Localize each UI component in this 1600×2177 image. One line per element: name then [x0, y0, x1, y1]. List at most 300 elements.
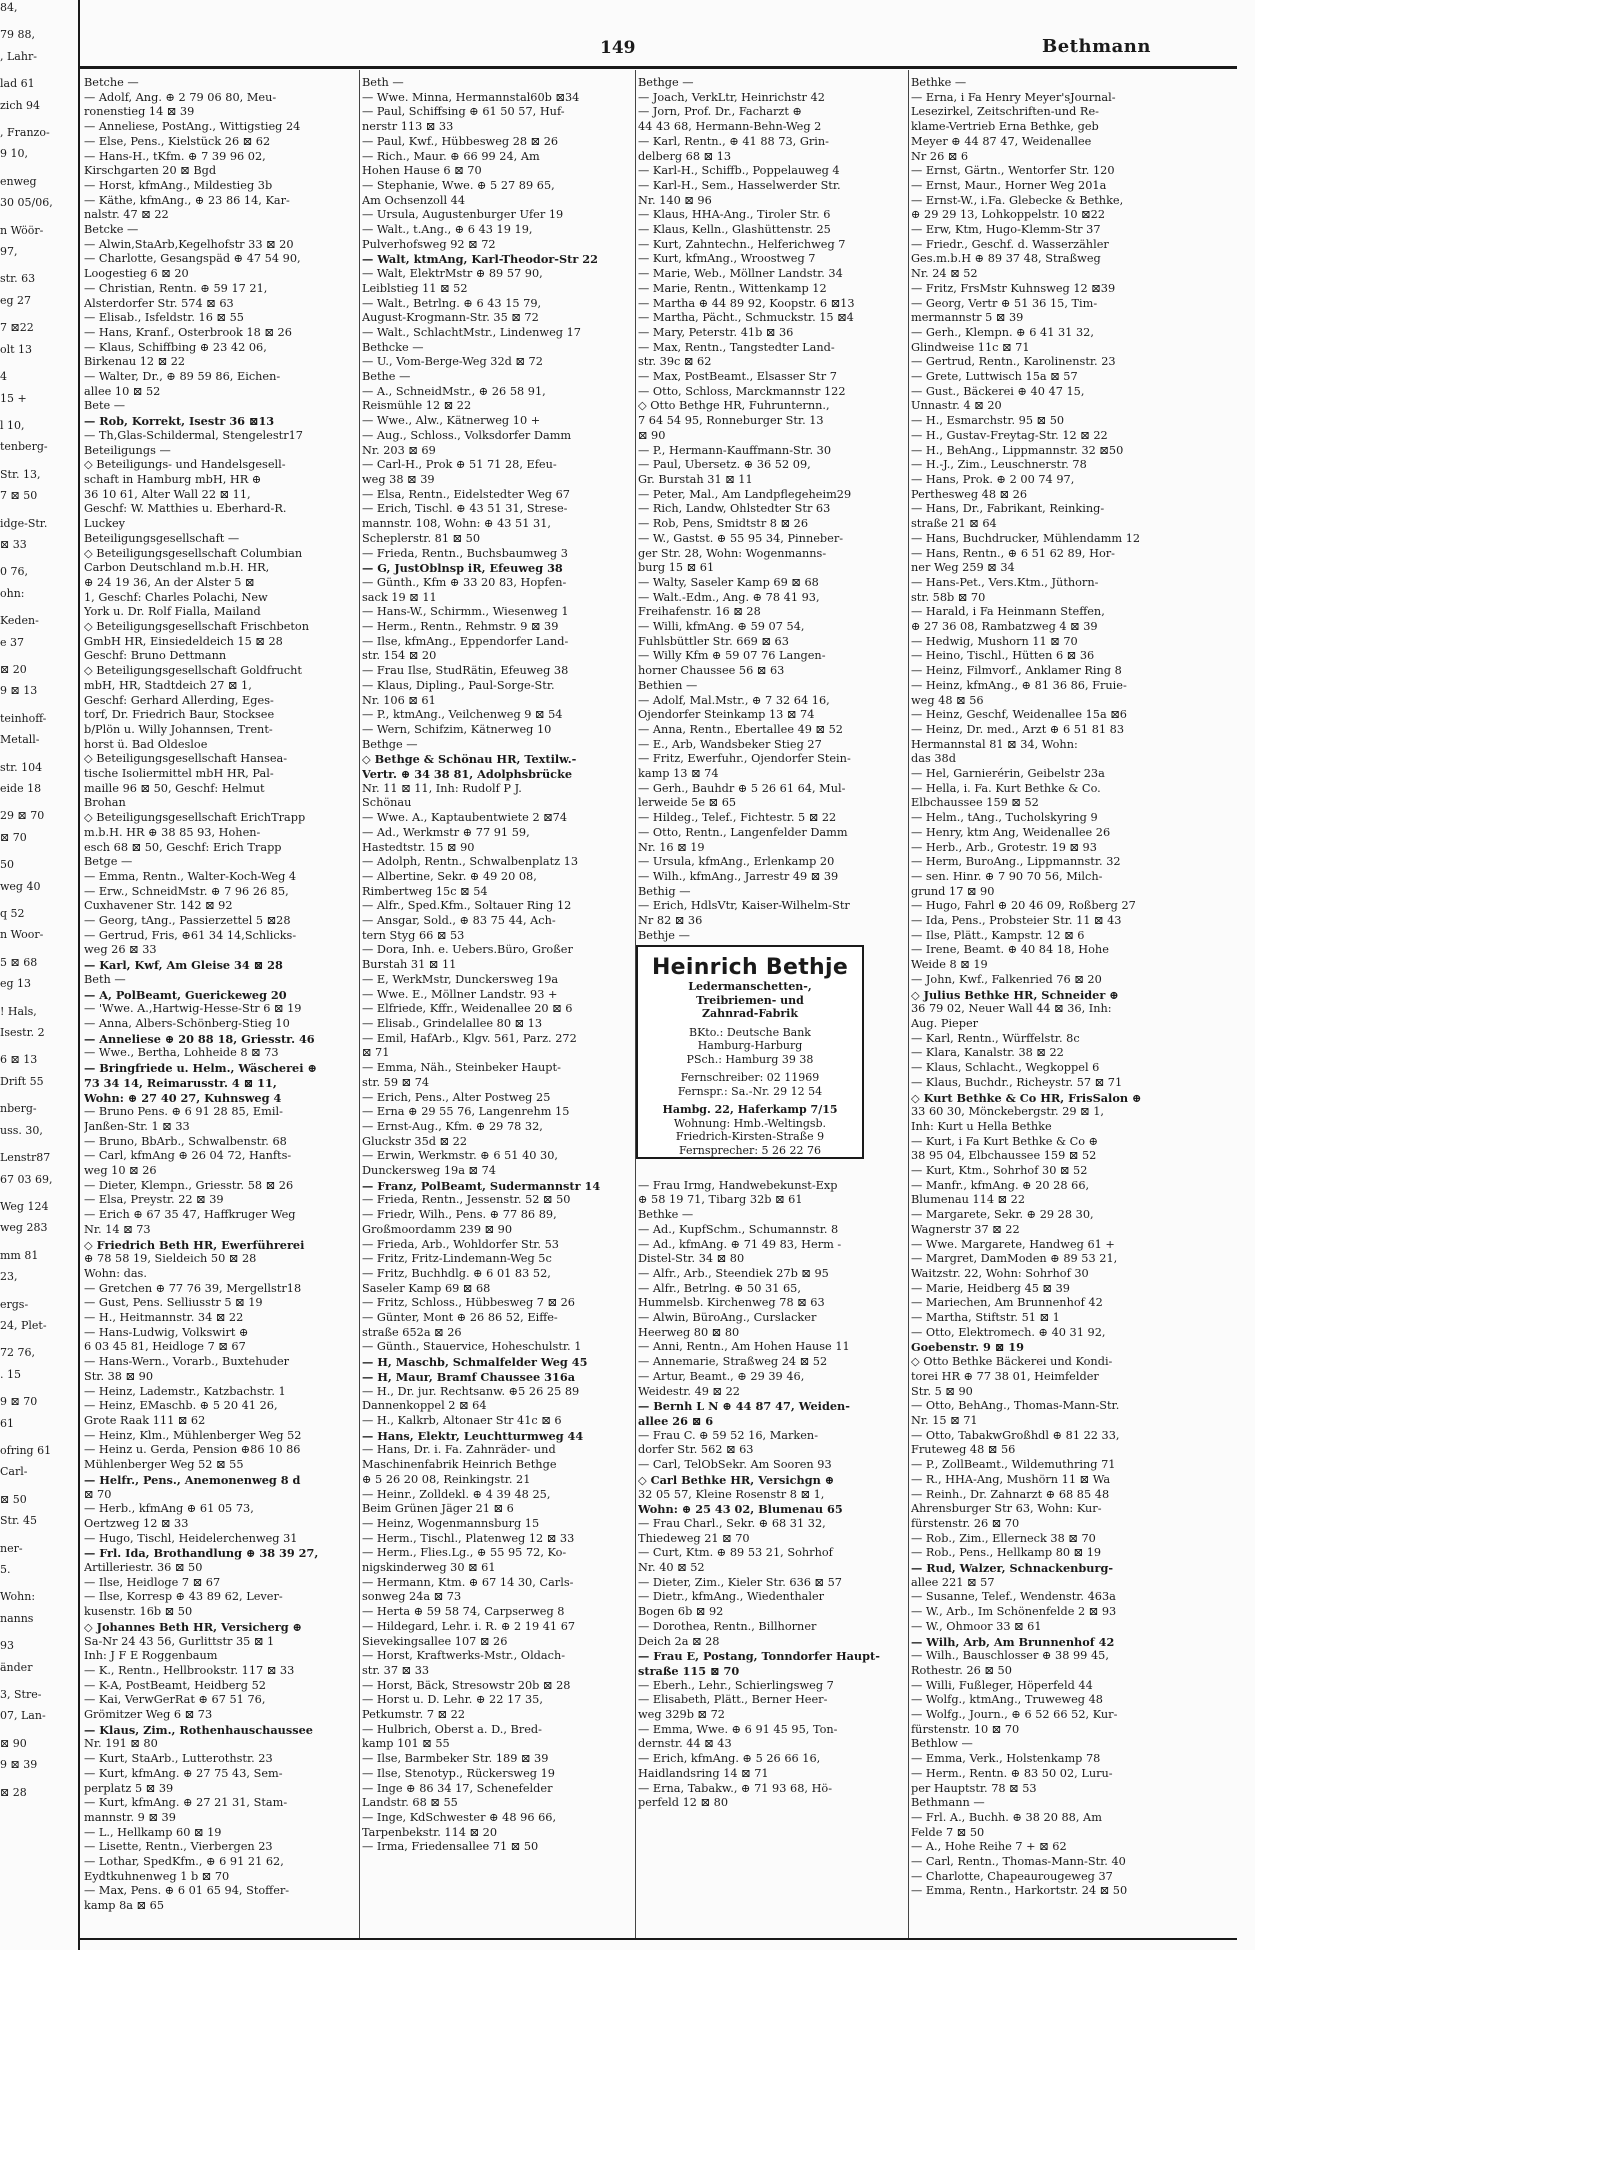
directory-entry: — Lothar, SpedKfm., ⊕ 6 91 21 62, [84, 1855, 284, 1869]
directory-entry: Hastedtstr. 15 ⊠ 90 [362, 840, 475, 854]
directory-entry: — Anni, Rentn., Am Hohen Hause 11 [638, 1340, 850, 1354]
directory-entry: Geschf: Bruno Dettmann [84, 649, 227, 663]
directory-entry: — Herm., Rentn. ⊕ 83 50 02, Luru- [911, 1766, 1113, 1780]
bleed-fragment: n Woor- [0, 928, 44, 942]
bleed-fragment: zich 94 [0, 98, 41, 112]
directory-entry: — Herm., Rentn., Rehmstr. 9 ⊠ 39 [362, 620, 559, 634]
directory-entry: Lesezirkel, Zeitschriften-und Re- [911, 105, 1099, 119]
directory-entry: — Herb., kfmAng ⊕ 61 05 73, [84, 1502, 254, 1516]
surname-heading: Bethcke — [362, 340, 424, 354]
directory-entry: — Erich ⊕ 67 35 47, Haffkruger Weg [84, 1208, 296, 1222]
bleed-fragment: Weg 124 [0, 1199, 49, 1213]
page-edge-rule [78, 0, 80, 1950]
directory-entry: ronenstieg 14 ⊠ 39 [84, 105, 195, 119]
directory-entry: — Frau E, Postang, Tonndorfer Haupt- [638, 1649, 880, 1664]
directory-entry: ger Str. 28, Wohn: Wogenmanns- [638, 546, 827, 560]
directory-entry: — Gerh., Bauhdr ⊕ 5 26 61 64, Mul- [638, 781, 846, 795]
directory-entry: ⊠ 70 [84, 1487, 112, 1501]
directory-entry: — Erna, Tabakw., ⊕ 71 93 68, Hö- [638, 1781, 833, 1795]
directory-entry: — Dieter, Klempn., Griesstr. 58 ⊠ 26 [84, 1178, 294, 1192]
directory-entry: — Rob, Pens, Smidtstr 8 ⊠ 26 [638, 517, 809, 531]
directory-entry: — John, Kwf., Falkenried 76 ⊠ 20 [911, 972, 1102, 986]
directory-entry: — Wwe., Alw., Kätnerweg 10 + [362, 414, 541, 428]
column-3 [638, 76, 910, 1811]
directory-entry: ◇ Kurt Bethke & Co HR, FrisSalon ⊕ [911, 1090, 1142, 1105]
directory-entry: — K-A, PostBeamt, Heidberg 52 [84, 1678, 266, 1692]
directory-entry: — Erich, kfmAng. ⊕ 5 26 66 16, [638, 1752, 821, 1766]
directory-entry: Thiedeweg 21 ⊠ 70 [638, 1531, 750, 1545]
directory-entry: — Horst, Kraftwerks-Mstr., Oldach- [362, 1649, 566, 1663]
directory-entry: Gluckstr 35d ⊠ 22 [362, 1134, 468, 1148]
directory-entry: das 38d [911, 752, 956, 766]
directory-entry: — Klaus, Zim., Rothenhausсhaussee [84, 1722, 313, 1737]
directory-entry: str. 154 ⊠ 20 [362, 649, 437, 663]
bleed-fragment: ner- [0, 1541, 23, 1555]
directory-entry: — H., Gustav-Freytag-Str. 12 ⊠ 22 [911, 428, 1108, 442]
directory-entry: sonweg 24a ⊠ 73 [362, 1590, 462, 1604]
directory-entry: — Frl. A., Buchh. ⊕ 38 20 88, Am [911, 1810, 1102, 1824]
directory-entry: Rothestr. 26 ⊠ 50 [911, 1663, 1012, 1677]
surname-heading: Bethig — [638, 884, 691, 898]
bleed-fragment: 24, Plet- [0, 1318, 47, 1332]
directory-entry: ⊕ 29 29 13, Lohkoppelstr. 10 ⊠22 [911, 208, 1106, 222]
directory-entry: — Frau C. ⊕ 59 52 16, Marken- [638, 1428, 819, 1442]
directory-entry: — Charlotte, Gesangspäd ⊕ 47 54 90, [84, 252, 301, 266]
directory-entry: — Friedr, Wilh., Pens. ⊕ 77 86 89, [362, 1208, 557, 1222]
directory-entry: — Karl, Kwf, Am Gleise 34 ⊠ 28 [84, 958, 283, 973]
directory-entry: — Ilse, kfmAng., Eppendorfer Land- [362, 634, 569, 648]
directory-entry: Wohn: ⊕ 27 40 27, Kuhnsweg 4 [84, 1090, 282, 1105]
bleed-fragment: n Wöör- [0, 223, 44, 237]
directory-entry: fürstenstr. 26 ⊠ 70 [911, 1516, 1020, 1530]
directory-entry: Janßen-Str. 1 ⊠ 33 [84, 1119, 190, 1133]
directory-entry: — Hans, Prok. ⊕ 2 00 74 97, [911, 472, 1075, 486]
directory-entry: torei HR ⊕ 77 38 01, Heimfelder [911, 1369, 1099, 1383]
directory-entry: — Gertrud, Fris, ⊕61 34 14,Schlicks- [84, 928, 297, 942]
directory-entry: — Käthe, kfmAng., ⊕ 23 86 14, Kar- [84, 193, 290, 207]
directory-entry: burg 15 ⊠ 61 [638, 561, 715, 575]
directory-entry: — Anna, Albers-Schönberg-Stieg 10 [84, 1017, 290, 1030]
directory-entry: — Elisab., Isfeldstr. 16 ⊠ 55 [84, 311, 244, 325]
directory-entry: — Wilh., Bauschlosser ⊕ 38 99 45, [911, 1649, 1109, 1663]
ad-line: PSch.: Hamburg 39 38 [686, 1052, 814, 1066]
directory-entry: nerstr 113 ⊠ 33 [362, 120, 454, 134]
directory-entry: — Klaus, Schlacht., Wegkoppel 6 [911, 1061, 1100, 1075]
directory-entry: — Dieter, Zim., Kieler Str. 636 ⊠ 57 [638, 1575, 842, 1589]
directory-entry: — Hans, Dr., Fabrikant, Reinking- [911, 502, 1105, 516]
directory-entry: — K., Rentn., Hellbrookstr. 117 ⊠ 33 [84, 1663, 295, 1677]
directory-entry: Sa-Nr 24 43 56, Gurlittstr 35 ⊠ 1 [84, 1634, 275, 1648]
directory-entry: Fuhlsbüttler Str. 669 ⊠ 63 [638, 634, 789, 648]
directory-entry: straße 21 ⊠ 64 [911, 517, 997, 531]
bleed-fragment: ofring 61 [0, 1443, 52, 1457]
directory-entry: — Inge ⊕ 86 34 17, Schenefelder [362, 1781, 553, 1795]
directory-entry: — Kurt, i Fa Kurt Bethke & Co ⊕ [911, 1134, 1099, 1148]
directory-entry: — Artur, Beamt., ⊕ 29 39 46, [638, 1369, 805, 1383]
directory-entry: — Anneliese ⊕ 20 88 18, Griesstr. 46 [84, 1031, 315, 1046]
directory-entry: — H., BehAng., Lippmannstr. 32 ⊠50 [911, 443, 1124, 457]
bleed-fragment: nanns [0, 1611, 34, 1625]
directory-entry: Grote Raak 111 ⊠ 62 [84, 1413, 206, 1427]
bleed-fragment: 07, Lan- [0, 1709, 46, 1723]
directory-entry: Dunckersweg 19a ⊠ 74 [362, 1164, 496, 1178]
directory-entry: — Wwe. A., Kaptaubentwiete 2 ⊠74 [362, 811, 568, 825]
directory-entry: — Annemarie, Straßweg 24 ⊠ 52 [638, 1355, 828, 1369]
directory-entry: Nr 26 ⊠ 6 [911, 149, 969, 163]
directory-entry: — Klara, Kanalstr. 38 ⊠ 22 [911, 1046, 1064, 1060]
directory-entry: Geschf: Gerhard Allerding, Eges- [84, 693, 274, 707]
directory-entry: ◇ Julius Bethke HR, Schneider ⊕ [911, 987, 1119, 1002]
directory-entry: — Otto, TabakwGroßhdl ⊕ 81 22 33, [911, 1428, 1120, 1442]
directory-entry: Nr. 140 ⊠ 96 [638, 193, 712, 207]
directory-entry: — Hella, i. Fa. Kurt Bethke & Co. [911, 781, 1101, 795]
surname-heading: Beteiligungs — [84, 443, 171, 457]
bleed-fragment: l 10, [0, 418, 25, 432]
directory-entry: — Irma, Friedensallee 71 ⊠ 50 [362, 1840, 539, 1854]
column-4 [911, 76, 1183, 1899]
directory-entry: 6 03 45 81, Heidloge 7 ⊠ 67 [84, 1340, 246, 1354]
directory-entry: ◇ Beteiligungsgesellschaft ErichTrapp [84, 811, 306, 825]
directory-entry: Artilleriestr. 36 ⊠ 50 [84, 1561, 203, 1575]
bleed-fragment: ergs- [0, 1297, 29, 1311]
directory-entry: Freihafenstr. 16 ⊠ 28 [638, 605, 761, 619]
directory-entry: Carbon Deutschland m.b.H. HR, [84, 561, 270, 575]
bleed-fragment: mm 81 [0, 1248, 39, 1262]
bleed-fragment: Wohn: [0, 1590, 36, 1604]
directory-entry: kusenstr. 16b ⊠ 50 [84, 1605, 193, 1619]
directory-entry: 73 34 14, Reimarusstr. 4 ⊠ 11, [84, 1075, 277, 1090]
directory-entry: — Ernst, Gärtn., Wentorfer Str. 120 [911, 164, 1115, 178]
directory-entry: — Rich., Maur. ⊕ 66 99 24, Am [362, 149, 540, 163]
directory-entry: Saseler Kamp 69 ⊠ 68 [362, 1281, 491, 1295]
directory-entry: Nr. 40 ⊠ 52 [638, 1561, 705, 1575]
directory-entry: Glindweise 11c ⊠ 71 [911, 340, 1030, 354]
directory-entry: — Ilse, Stenotyp., Rückersweg 19 [362, 1766, 555, 1780]
directory-entry: — A., Hohe Reihe 7 + ⊠ 62 [911, 1840, 1067, 1854]
directory-entry: Alsterdorfer Str. 574 ⊠ 63 [84, 296, 234, 310]
directory-entry: — H., Heitmannstr. 34 ⊠ 22 [84, 1311, 244, 1325]
bleed-fragment: , Lahr- [0, 49, 37, 63]
directory-entry: Wohn: das. [84, 1266, 147, 1280]
bleed-fragment: 67 03 69, [0, 1172, 53, 1186]
ad-line: Ledermanschetten-, [688, 980, 812, 993]
directory-entry: — Carl, TelObSekr. Am Sooren 93 [638, 1458, 832, 1472]
directory-entry: — Horst, kfmAng., Mildestieg 3b [84, 178, 273, 192]
directory-entry: — W., Gastst. ⊕ 55 95 34, Pinnеber- [638, 531, 844, 545]
directory-entry: tische Isoliermittel mbH HR, Pal- [84, 767, 274, 781]
directory-entry: — Bringfriede u. Helm., Wäscherei ⊕ [84, 1061, 317, 1076]
directory-entry: — Marie, Rentn., Wittenkamp 12 [638, 281, 827, 295]
directory-entry: — Heinz u. Gerda, Pension ⊕86 10 86 [84, 1443, 301, 1457]
directory-entry: — Günter, Mont ⊕ 26 86 52, Eiffe- [362, 1311, 558, 1325]
surname-heading: Bethge — [362, 737, 418, 751]
bleed-fragment: 50 [0, 858, 14, 872]
directory-entry: — Günth., Stauervice, Hoheschulstr. 1 [362, 1340, 582, 1354]
directory-entry: Cuxhavener Str. 142 ⊠ 92 [84, 899, 233, 913]
directory-entry: — Klaus, Kelln., Glashüttenstr. 25 [638, 223, 831, 237]
directory-entry: — Helfr., Pens., Anemonenweg 8 d [84, 1472, 301, 1487]
directory-entry: — Elsa, Rentn., Eidelstedter Weg 67 [362, 487, 570, 501]
directory-entry: — Karl, Rentn., ⊕ 41 88 73, Grin- [638, 134, 829, 148]
directory-entry: Gr. Burstah 31 ⊠ 11 [638, 472, 753, 486]
directory-entry: — Rich, Landw, Ohlstedter Str 63 [638, 502, 831, 516]
directory-entry: ⊕ 78 58 19, Sieldeich 50 ⊠ 28 [84, 1252, 257, 1266]
bleed-fragment: tenberg- [0, 440, 48, 454]
directory-entry: — Heinz, Klm., Mühlenberger Weg 52 [84, 1428, 302, 1442]
bleed-fragment: Keden- [0, 614, 39, 628]
directory-entry: — Ilse, Barmbeker Str. 189 ⊠ 39 [362, 1752, 549, 1766]
directory-entry: — Walter, Dr., ⊕ 89 59 86, Eichen- [84, 370, 281, 384]
directory-entry: — Carl, kfmAng ⊕ 26 04 72, Hanfts- [84, 1149, 292, 1163]
directory-entry: — Christian, Rentn. ⊕ 59 17 21, [84, 281, 268, 295]
directory-entry: — Aug., Schloss., Volksdorfer Damm [362, 428, 572, 442]
bleed-fragment: 9 10, [0, 147, 28, 161]
directory-entry: — Carl-H., Prok ⊕ 51 71 28, Efeu- [362, 458, 557, 472]
directory-entry: — Max, PostBeamt., Elsasser Str 7 [638, 370, 837, 384]
column-1 [84, 76, 356, 1914]
directory-entry: Wagnerstr 37 ⊠ 22 [911, 1222, 1020, 1236]
directory-entry: Pulverhofsweg 92 ⊠ 72 [362, 237, 496, 251]
directory-entry: — Fritz, Fritz-Lindemann-Weg 5c [362, 1252, 552, 1266]
bleed-fragment: enweg [0, 174, 37, 188]
bleed-fragment: Str. 13, [0, 467, 41, 481]
directory-entry: — Bernh L N ⊕ 44 87 47, Weiden- [638, 1399, 850, 1414]
directory-entry: — Bruno Pens. ⊕ 6 91 28 85, Emil- [84, 1105, 283, 1119]
directory-entry: — Dorothea, Rentn., Billhorner [638, 1619, 817, 1633]
bleed-fragment: 29 ⊠ 70 [0, 809, 45, 823]
directory-entry: — Herm., Tischl., Platenweg 12 ⊠ 33 [362, 1531, 575, 1545]
directory-entry: — Paul, Kwf., Hübbesweg 28 ⊠ 26 [362, 134, 559, 148]
page-number: 149 [600, 38, 636, 58]
directory-entry: — Franz, PolBeamt, Sudermannstr 14 [362, 1178, 601, 1193]
ad-line: Fernspr.: Sa.-Nr. 29 12 54 [677, 1084, 823, 1098]
bleed-fragment: 5 ⊠ 68 [0, 955, 38, 969]
directory-entry: Mühlenberger Weg 52 ⊠ 55 [84, 1458, 244, 1472]
directory-entry: Ojendorfer Steinkamp 13 ⊠ 74 [638, 708, 815, 722]
directory-entry: — Fritz, FrsMstr Kuhnsweg 12 ⊠39 [911, 281, 1116, 295]
directory-entry: — Ilse, Korresp ⊕ 43 89 62, Lever- [84, 1590, 283, 1604]
directory-entry: 1, Geschf: Charles Polachi, New [84, 590, 268, 604]
directory-entry: — Kurt, Zahntechn., Helferichweg 7 [638, 237, 846, 251]
surname-heading: Bethmann — [911, 1796, 985, 1810]
directory-entry: — Heinz, kfmAng., ⊕ 81 36 86, Fruie- [911, 678, 1127, 692]
surname-heading: Bethge — [638, 76, 694, 89]
directory-entry: — P., ZollBeamt., Wildemuthring 71 [911, 1458, 1116, 1472]
directory-entry: weg 26 ⊠ 33 [84, 943, 157, 957]
bleed-fragment: 61 [0, 1416, 14, 1430]
directory-entry: nalstr. 47 ⊠ 22 [84, 208, 169, 222]
directory-entry: Tarpenbekstr. 114 ⊠ 20 [362, 1825, 498, 1839]
directory-entry: Haidlandsring 14 ⊠ 71 [638, 1766, 769, 1780]
bleed-fragment: ⊠ 28 [0, 1785, 27, 1799]
directory-entry: grund 17 ⊠ 90 [911, 884, 995, 898]
bleed-fragment: 79 88, [0, 28, 35, 42]
directory-entry: — Curt, Ktm. ⊕ 89 53 21, Sohrhof [638, 1546, 833, 1560]
directory-entry: — Emma, Wwe. ⊕ 6 91 45 95, Ton- [638, 1722, 838, 1736]
directory-entry: ◇ Beteiligungsgesellschaft Columbian [84, 546, 303, 560]
directory-entry: — Ansgar, Sold., ⊕ 83 75 44, Ach- [362, 914, 556, 928]
directory-entry: — Klaus, HHA-Ang., Tiroler Str. 6 [638, 208, 831, 222]
directory-entry: Sievekingsallee 107 ⊠ 26 [362, 1634, 508, 1648]
bleed-fragment: 30 05/06, [0, 196, 53, 210]
directory-entry: Fruteweg 48 ⊠ 56 [911, 1443, 1016, 1457]
bleed-fragment: . 15 [0, 1367, 21, 1381]
directory-entry: Nr. 191 ⊠ 80 [84, 1737, 158, 1751]
bleed-fragment: 0 76, [0, 565, 28, 579]
directory-entry [638, 1164, 910, 1179]
directory-entry: Hummelsb. Kirchenweg 78 ⊠ 63 [638, 1296, 825, 1310]
directory-entry: Str. 5 ⊠ 90 [911, 1384, 973, 1398]
directory-entry: — Martha, Pächt., Schmuckstr. 15 ⊠4 [638, 311, 854, 325]
directory-entry: — Fritz, Schloss., Hübbesweg 7 ⊠ 26 [362, 1296, 575, 1310]
directory-entry: Vertr. ⊕ 34 38 81, Adolphsbrücke [362, 767, 573, 782]
directory-entry: Inh: Kurt u Hella Bethke [911, 1119, 1052, 1133]
directory-entry: — Ida, Pens., Probsteier Str. 11 ⊠ 43 [911, 914, 1122, 928]
directory-entry: Dannenkoppel 2 ⊠ 64 [362, 1399, 487, 1413]
surname-heading: Betche — [84, 76, 139, 89]
directory-entry: — Walt., t.Ang., ⊕ 6 43 19 19, [362, 223, 533, 237]
directory-entry: ◇ Beteiligungsgesellschaft Hanseа- [84, 752, 288, 766]
directory-entry: Burstah 31 ⊠ 11 [362, 958, 457, 972]
directory-entry: — Alfr., Sped.Kfm., Soltauer Ring 12 [362, 899, 572, 913]
bleed-fragment: 23, [0, 1270, 18, 1284]
directory-entry: — Ernst-Aug., Kfm. ⊕ 29 78 32, [362, 1119, 543, 1133]
directory-entry: weg 329b ⊠ 72 [638, 1708, 725, 1722]
directory-entry: straße 115 ⊠ 70 [638, 1663, 740, 1678]
directory-entry: — Paul, Schiffsing ⊕ 61 50 57, Huf- [362, 105, 565, 119]
directory-entry: Schönau [362, 796, 412, 810]
directory-entry: — Martha ⊕ 44 89 92, Koopstr. 6 ⊠13 [638, 296, 855, 310]
directory-entry: 38 95 04, Elbchaussee 159 ⊠ 52 [911, 1149, 1097, 1163]
directory-entry: Großmoordamm 239 ⊠ 90 [362, 1222, 513, 1236]
directory-entry: — Gretchen ⊕ 77 76 39, Mergellstr18 [84, 1281, 302, 1295]
bleed-fragment: uss. 30, [0, 1123, 43, 1137]
directory-entry: ◇ Beteiligungsgesellschaft Goldfrucht [84, 664, 302, 678]
bleed-fragment: Metall- [0, 733, 40, 747]
directory-entry: Nr. 11 ⊠ 11, Inh: Rudolf P J. [362, 781, 522, 795]
surname-heading: Bethe — [362, 370, 411, 384]
directory-entry: — Emma, Verk., Holstenkamp 78 [911, 1752, 1101, 1766]
directory-entry: — Anna, Rentn., Ebertallee 49 ⊠ 52 [638, 722, 843, 736]
directory-entry: — Grete, Luttwisch 15a ⊠ 57 [911, 370, 1078, 384]
directory-entry: — Max, Pens. ⊕ 6 01 65 94, Stoffer- [84, 1884, 290, 1898]
directory-entry: — Frieda, Arb., Wohldorfer Str. 53 [362, 1237, 559, 1251]
directory-entry: — Mariechen, Am Brunnenhof 42 [911, 1296, 1103, 1310]
directory-entry: Nr. 16 ⊠ 19 [638, 840, 705, 854]
directory-entry: m.b.H. HR ⊕ 38 85 93, Hohen- [84, 825, 261, 839]
directory-entry: Goebenstr. 9 ⊠ 19 [911, 1340, 1024, 1355]
directory-entry: — Albertine, Sekr. ⊕ 49 20 08, [362, 869, 537, 883]
directory-entry: Nr. 15 ⊠ 71 [911, 1413, 978, 1427]
directory-entry: Aug. Pieper [911, 1017, 979, 1030]
directory-entry: straße 652a ⊠ 26 [362, 1325, 462, 1339]
directory-entry: — Heinz, Lademstr., Katzbachstr. 1 [84, 1384, 286, 1398]
directory-entry: fürstenstr. 10 ⊠ 70 [911, 1722, 1020, 1736]
directory-entry: — Lisette, Rentn., Vierbergen 23 [84, 1840, 273, 1854]
directory-entry: — Willi, kfmAng. ⊕ 59 07 54, [638, 620, 805, 634]
directory-entry: — Th,Glas-Schildermal, Stengelestr17 [84, 428, 303, 442]
directory-entry: Inh: J F E Roggenbaum [84, 1649, 218, 1663]
directory-entry: — W., Arb., Im Schönenfelde 2 ⊠ 93 [911, 1605, 1117, 1619]
directory-entry: — Eberh., Lehr., Schierlingsweg 7 [638, 1678, 834, 1692]
directory-entry: 36 10 61, Alter Wall 22 ⊠ 11, [84, 487, 251, 501]
bleed-fragment: idge-Str. [0, 516, 48, 530]
directory-entry: — Walt, ElektrMstr ⊕ 89 57 90, [362, 267, 543, 281]
directory-entry: GmbH HR, Einsiedeldeich 15 ⊠ 28 [84, 634, 283, 648]
directory-entry: — Hildeg., Telef., Fichtestr. 5 ⊠ 22 [638, 811, 837, 825]
directory-entry: Elbchaussee 159 ⊠ 52 [911, 796, 1039, 810]
bleed-fragment: 72 76, [0, 1346, 35, 1360]
directory-entry: 44 43 68, Hermann-Behn-Weg 2 [638, 120, 822, 134]
bleed-fragment: 9 ⊠ 13 [0, 684, 38, 698]
directory-entry: str. 59 ⊠ 74 [362, 1075, 430, 1089]
directory-entry: weg 10 ⊠ 26 [84, 1164, 157, 1178]
directory-entry: weg 48 ⊠ 56 [911, 693, 984, 707]
directory-entry: — Inge, KdSchwester ⊕ 48 96 66, [362, 1810, 557, 1824]
directory-entry: — Kurt, StaArb., Lutterothstr. 23 [84, 1752, 273, 1766]
bleed-fragment: e 37 [0, 635, 25, 649]
directory-entry: — H., Esmarchstr. 95 ⊠ 50 [911, 414, 1065, 428]
directory-entry: lerweide 5e ⊠ 65 [638, 796, 737, 810]
bleed-fragment: ⊠ 90 [0, 1736, 27, 1750]
directory-entry: — Martha, Stiftstr. 51 ⊠ 1 [911, 1311, 1060, 1325]
directory-entry: — Karl-H., Schiffb., Poppelauweg 4 [638, 164, 840, 178]
bleed-fragment: teinhoff- [0, 711, 47, 725]
directory-entry: — Heinz, Wogenmannsburg 15 [362, 1516, 540, 1530]
directory-entry: — H.-J., Zim., Leuschnerstr. 78 [911, 458, 1087, 472]
directory-entry: — Alwin,StaArb,Kegelhofstr 33 ⊠ 20 [84, 237, 294, 251]
directory-entry: — Kurt, kfmAng. ⊕ 27 21 31, Stam- [84, 1796, 288, 1810]
directory-entry: — Hans-W., Schirmm., Wiesenweg 1 [362, 605, 569, 619]
directory-entry: — Walt, ktmAng, Karl-Theodor-Str 22 [362, 252, 598, 267]
directory-entry: — E., Arb, Wandsbeker Stieg 27 [638, 737, 822, 751]
directory-entry: perplatz 5 ⊠ 39 [84, 1781, 174, 1795]
directory-entry: — Hans, Buchdrucker, Mühlendamm 12 [911, 531, 1141, 545]
directory-entry: — Herb., Arb., Grotestr. 19 ⊠ 93 [911, 840, 1097, 854]
bleed-fragment: 5. [0, 1563, 11, 1576]
directory-entry: — L., Hellkamp 60 ⊠ 19 [84, 1825, 222, 1839]
running-head: Bethmann [1042, 36, 1151, 57]
bleed-fragment: , Franzo- [0, 126, 50, 140]
directory-entry: — E, WerkMstr, Dunckersweg 19a [362, 972, 559, 986]
directory-entry: tern Styg 66 ⊠ 53 [362, 928, 465, 942]
surname-heading: Bete — [84, 399, 126, 413]
directory-entry: nigskinderweg 30 ⊠ 61 [362, 1561, 496, 1575]
directory-entry: Oertzweg 12 ⊠ 33 [84, 1516, 189, 1530]
directory-entry: Beim Grünen Jäger 21 ⊠ 6 [362, 1502, 514, 1516]
directory-entry: Brohan [84, 796, 126, 810]
bleed-fragment: weg 40 [0, 879, 41, 893]
directory-entry: — Wwe. Minna, Hermannstal60b ⊠34 [362, 90, 580, 104]
bleed-fragment: str. 63 [0, 272, 36, 286]
directory-entry: — Hel, Garnierérin, Geibelstr 23a [911, 767, 1105, 781]
header-rule [80, 66, 1237, 69]
directory-entry: — Emma, Näh., Steinbeker Haupt- [362, 1061, 561, 1075]
directory-entry: schaft in Hamburg mbH, HR ⊕ [84, 472, 262, 486]
directory-entry: Deich 2a ⊠ 28 [638, 1634, 720, 1648]
directory-entry: — Wern, Schifzim, Kätnerweg 10 [362, 722, 552, 736]
ad-line: Zahnrad-Fabrik [702, 1007, 798, 1020]
directory-entry: maille 96 ⊠ 50, Geschf: Helmut [84, 781, 265, 795]
directory-entry: — Hans, Elektr, Leuchtturmweg 44 [362, 1428, 584, 1443]
directory-entry: — Marie, Web., Möllner Landstr. 34 [638, 267, 843, 281]
directory-entry: — Otto, BehAng., Thomas-Mann-Str. [911, 1399, 1120, 1413]
ad-line: Treibriemen- und [696, 993, 804, 1007]
directory-entry: — G, JustOblnsp iR, Efeuweg 38 [362, 561, 563, 576]
directory-entry: — Otto, Schloss, Marckmannstr 122 [638, 384, 846, 398]
bleed-fragment: Str. 45 [0, 1514, 37, 1528]
surname-heading: Beth — [84, 972, 126, 986]
